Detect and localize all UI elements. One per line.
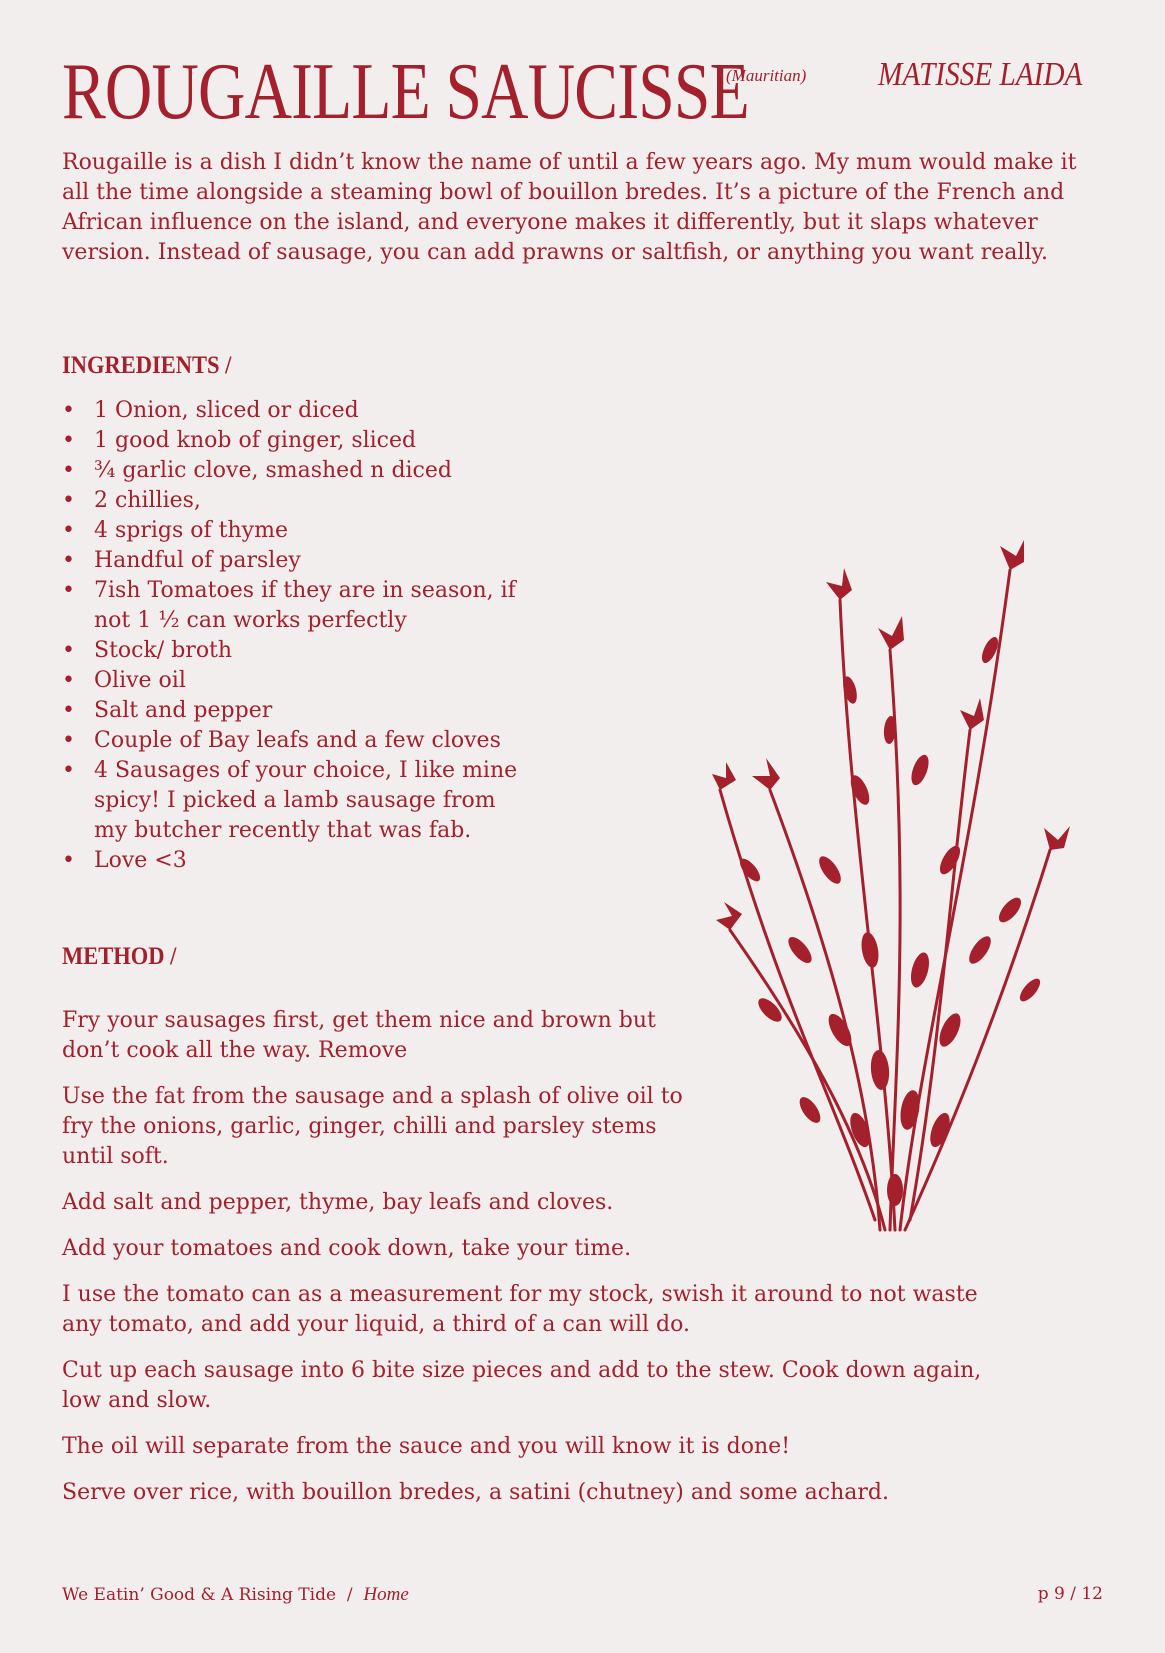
ingredient-item: • Couple of Bay leafs and a few cloves xyxy=(62,726,622,756)
ingredient-item: • 2 chillies, xyxy=(62,486,622,516)
method-step: Cut up each sausage into 6 bite size pieces and add to the stew. Cook down again, low and slow. xyxy=(62,1358,982,1413)
method-step: Fry your sausages first, get them nice and brown but don’t cook all the way. Remove xyxy=(62,1008,656,1063)
footer-publication xyxy=(62,1584,409,1606)
ingredient-item: • Salt and pepper xyxy=(62,696,622,726)
ingredient-item: • Olive oil xyxy=(62,666,622,696)
cuisine-origin: (Mauritian) xyxy=(726,66,807,85)
ingredient-item: • Handful of parsley xyxy=(62,546,622,576)
page-title: ROUGAILLE SAUCISSE xyxy=(62,48,749,136)
ingredient-item: • 4 sprigs of thyme xyxy=(62,516,622,546)
intro-paragraph: Rougaille is a dish I didn’t know the name of until a few years ago. My mum would make it all the time alongside a steaming bowl of bouillon bredes. It’s a picture of the French and African influence on the island, and everyone makes it differently, but it slaps whatever version. Instead of sausage, you can add prawns or saltfish, or anything you want really. xyxy=(62,150,1077,265)
page-number: p 9 / 12 xyxy=(1037,1584,1103,1604)
author-name: MATISSE LAIDA xyxy=(878,56,1083,93)
ingredient-item: • Love <3 xyxy=(62,846,622,876)
ingredients-list xyxy=(62,396,622,876)
method-step: Add salt and pepper, thyme, bay leafs and cloves. xyxy=(62,1190,614,1215)
publication-name: We Eatin’ Good & A Rising Tide xyxy=(62,1585,337,1605)
method-step: I use the tomato can as a measurement for my stock, swish it around to not waste any tomato, and add your liquid, a third of a can will do. xyxy=(62,1282,978,1337)
thyme-sprigs-icon xyxy=(710,530,1080,1254)
method-step: Serve over rice, with bouillon bredes, a satini (chutney) and some achard. xyxy=(62,1480,889,1505)
ingredients-heading: INGREDIENTS / xyxy=(62,352,232,379)
ingredient-item: • 1 good knob of ginger, sliced xyxy=(62,426,622,456)
ingredient-item: • ¾ garlic clove, smashed n diced xyxy=(62,456,622,486)
footer-separator: / xyxy=(346,1585,353,1605)
ingredient-item: • 1 Onion, sliced or diced xyxy=(62,396,622,426)
ingredient-item: • Stock/ broth xyxy=(62,636,622,666)
method-heading: METHOD / xyxy=(62,943,177,970)
method-step: Add your tomatoes and cook down, take your time. xyxy=(62,1236,632,1261)
method-step: Use the fat from the sausage and a splash of olive oil to fry the onions, garlic, ginger, chilli and parsley stems until soft. xyxy=(62,1084,683,1169)
ingredient-item: • 7ish Tomatoes if they are in season, if not 1 ½ can works perfectly xyxy=(62,576,534,636)
ingredient-item: • 4 Sausages of your choice, I like mine spicy! I picked a lamb sausage from my butcher recently that was fab. xyxy=(62,756,534,846)
method-step: The oil will separate from the sauce and you will know it is done! xyxy=(62,1434,791,1459)
section-name: Home xyxy=(363,1584,409,1605)
